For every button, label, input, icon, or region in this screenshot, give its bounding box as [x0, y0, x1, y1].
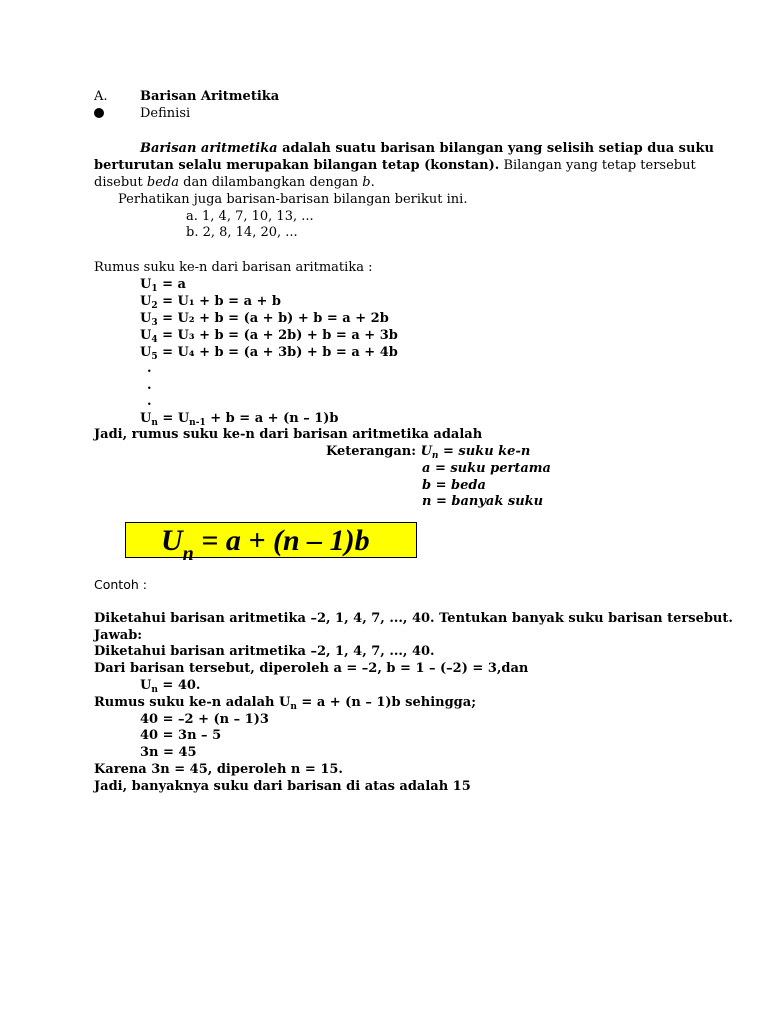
derivation-step: $U_2 = U_1 + b = a + b$ [140, 294, 282, 311]
solution-answer: Jadi, banyaknya suku dari barisan di atas adalah 15 [94, 779, 471, 794]
solution-line: $U_n = 40$. [140, 678, 201, 695]
solution-line: 40 = –2 + (n – 1)3 [140, 712, 269, 727]
formula-text: $U_n = a + (n - 1)b$ [161, 524, 370, 565]
definition-line-1: Barisan aritmetika adalah suatu barisan bilangan yang selisih setiap dua suku [140, 141, 714, 156]
contoh-label: Contoh : [94, 577, 147, 592]
keterangan-item: b = beda [422, 478, 486, 493]
rumus-intro: Rumus suku ke-n dari barisan aritmatika : [94, 260, 373, 275]
solution-line: Diketahui barisan aritmetika –2, 1, 4, 7, ..., 40. [94, 644, 435, 659]
ellipsis-dot: . [147, 361, 152, 376]
keterangan-item: a = suku pertama [422, 461, 551, 476]
formula-box [125, 522, 417, 565]
jawab-label: Jawab: [94, 628, 143, 643]
solution-line: 3n = 45 [140, 745, 197, 760]
derivation-step: $U_5 = U_4 + b = (a + 3b) + b = a + 4b$ [140, 345, 398, 362]
ellipsis-dot: . [147, 394, 152, 409]
section-title: Barisan Aritmetika [140, 89, 280, 104]
conclusion-line: Jadi, rumus suku ke-n dari barisan aritmetika adalah [94, 427, 483, 442]
solution-line: 40 = 3n – 5 [140, 728, 222, 743]
problem-statement: Diketahui barisan aritmetika –2, 1, 4, 7, ..., 40. Tentukan banyak suku barisan tersebut. [94, 611, 733, 626]
definition-line-2: berturutan selalu merupakan bilangan tetap (konstan). Bilangan yang tetap tersebut [94, 158, 696, 173]
section-letter: A. [94, 89, 108, 104]
definition-term: Barisan aritmetika [140, 141, 278, 156]
example-item: a. 1, 4, 7, 10, 13, ... [186, 209, 314, 224]
definition-line-3: disebut beda dan dilambangkan dengan b. [94, 175, 375, 190]
derivation-step: $U_3 = U_2 + b = (a + b) + b = a + 2b$ [140, 311, 389, 328]
ellipsis-dot: . [147, 378, 152, 393]
solution-line: Karena 3n = 45, diperoleh n = 15. [94, 762, 343, 777]
derivation-general-term: $U_n = U_{n-1} + b = a + (n - 1)b$ [140, 411, 339, 428]
keterangan-item: n = banyak suku [422, 494, 544, 509]
example-item: b. 2, 8, 14, 20, ... [186, 225, 298, 240]
derivation-step: $U_1 = a$ [140, 277, 186, 294]
keterangan-line: Keterangan: $U_n$ = suku ke-n [326, 444, 531, 461]
derivation-step: $U_4 = U_3 + b = (a + 2b) + b = a + 3b$ [140, 328, 398, 345]
solution-line: Dari barisan tersebut, diperoleh a = –2, b = 1 – (–2) = 3,dan [94, 661, 529, 676]
solution-line: Rumus suku ke-n adalah $U_n = a + (n - 1)b$ sehingga; [94, 695, 476, 712]
examples-intro: Perhatikan juga barisan-barisan bilangan berikut ini. [118, 192, 468, 207]
bullet-icon [94, 108, 104, 118]
bullet-label: Definisi [140, 106, 191, 121]
